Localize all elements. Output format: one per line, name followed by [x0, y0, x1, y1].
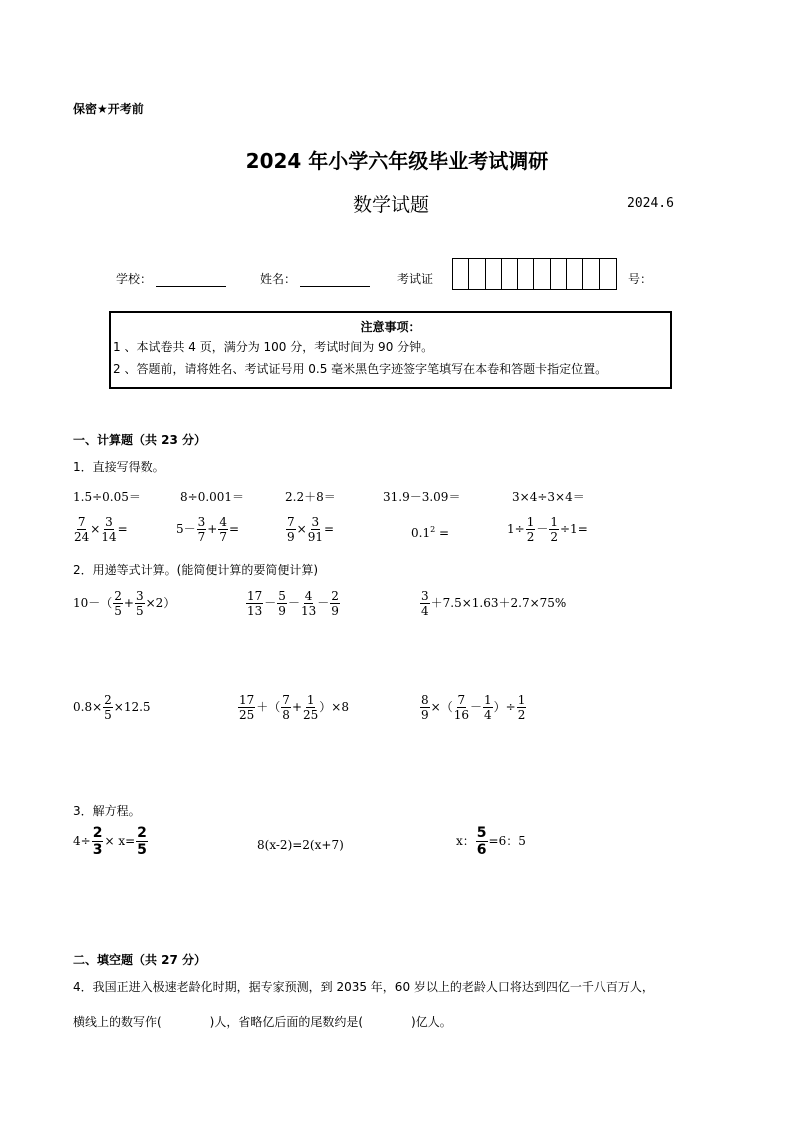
confidential-mark: 保密★开考前: [73, 102, 144, 116]
q3-equation: 8(x-2)=2(x+7): [257, 838, 344, 852]
q2-expression: $\frac{3}{4}$ ＋7.5×1.63＋2.7×75%: [421, 589, 567, 618]
q4-text: 4．我国正进入极速老龄化时期，据专家预测，到 2035 年，60 岁以上的老龄人口将达到四亿一千八百万人，: [73, 980, 654, 994]
exam-id-cell[interactable]: [486, 259, 502, 289]
exam-id-cell[interactable]: [518, 259, 534, 289]
exam-id-cell[interactable]: [534, 259, 550, 289]
section1-heading: 一、计算题（共 23 分）: [73, 433, 207, 447]
q2-expression: 0.8× $\frac{2}{5}$ ×12.5: [73, 693, 151, 722]
name-blank[interactable]: [300, 272, 370, 287]
q2-expression: $\frac{17}{13}$ － $\frac{5}{9}$ － $\frac{4}{13}$ － $\frac{2}{9}$: [247, 589, 339, 618]
q1-item: 1÷ $\frac{1}{2}$ － $\frac{1}{2}$ ÷1=: [507, 515, 588, 544]
q3-equation: x： $\frac{5}{6}$ =6：5: [456, 825, 526, 858]
q1-item: 8÷0.001＝: [180, 490, 245, 504]
school-blank[interactable]: [156, 272, 226, 287]
q1-item: 31.9－3.09＝: [383, 490, 461, 504]
q1-item: 5－ $\frac{3}{7}$ + $\frac{4}{7}$ =: [176, 515, 240, 544]
q2-expression: $\frac{17}{25}$ ＋（ $\frac{7}{8}$ + $\frac{1}{25}$ ）×8: [239, 693, 349, 722]
q4-text: 横线上的数写作( )人，省略亿后面的尾数约是( )亿人。: [73, 1015, 452, 1029]
q1-item: 1.5÷0.05＝: [73, 490, 141, 504]
q2-label: 2．用递等式计算。(能简便计算的要简便计算): [73, 563, 318, 577]
page-subtitle: 数学试题: [353, 194, 430, 216]
notice-title: 注意事项：: [360, 320, 421, 334]
page-title: 2024 年小学六年级毕业考试调研: [245, 149, 549, 173]
q1-item: $0.1^2$ =: [411, 525, 450, 540]
q3-label: 3．解方程。: [73, 804, 141, 818]
exam-id-cell[interactable]: [600, 259, 616, 289]
school-label: 学校：: [116, 272, 153, 286]
q1-label: 1．直接写得数。: [73, 460, 165, 474]
exam-id-cell[interactable]: [469, 259, 485, 289]
q1-item: $\frac{7}{9}$ × $\frac{3}{91}$ =: [287, 515, 335, 544]
q2-expression: $\frac{8}{9}$ ×（ $\frac{7}{16}$ － $\frac{1}{4}$ ）÷ $\frac{1}{2}$: [421, 693, 526, 722]
name-label: 姓名：: [260, 272, 297, 286]
section2-heading: 二、填空题（共 27 分）: [73, 953, 207, 967]
q1-item: $\frac{7}{24}$ × $\frac{3}{14}$ =: [74, 515, 128, 544]
notice-box: [109, 311, 672, 389]
school-field[interactable]: [116, 270, 226, 287]
q3-equation: 4÷ $\frac{2}{3}$ × x= $\frac{2}{5}$: [73, 825, 147, 858]
q1-item: 2.2＋8＝: [285, 490, 336, 504]
notice-line: 1 、本试卷共 4 页，满分为 100 分，考试时间为 90 分钟。: [113, 340, 434, 354]
name-field[interactable]: [260, 270, 370, 287]
exam-id-label: 考试证: [397, 272, 434, 286]
exam-id-cell[interactable]: [583, 259, 599, 289]
exam-id-cell[interactable]: [567, 259, 583, 289]
notice-line: 2 、答题前，请将姓名、考试证号用 0.5 毫米黑色字迹签字笔填写在本卷和答题卡指定位置。: [113, 362, 608, 376]
exam-date: 2024.6: [627, 196, 674, 211]
exam-id-cell[interactable]: [453, 259, 469, 289]
q2-expression: 10－（ $\frac{2}{5}$ + $\frac{3}{5}$ ×2）: [73, 589, 176, 618]
exam-id-cell[interactable]: [551, 259, 567, 289]
exam-id-cell[interactable]: [502, 259, 518, 289]
exam-id-suffix: 号：: [628, 272, 653, 286]
exam-id-grid[interactable]: [452, 258, 617, 290]
q1-item: 3×4÷3×4＝: [512, 490, 585, 504]
